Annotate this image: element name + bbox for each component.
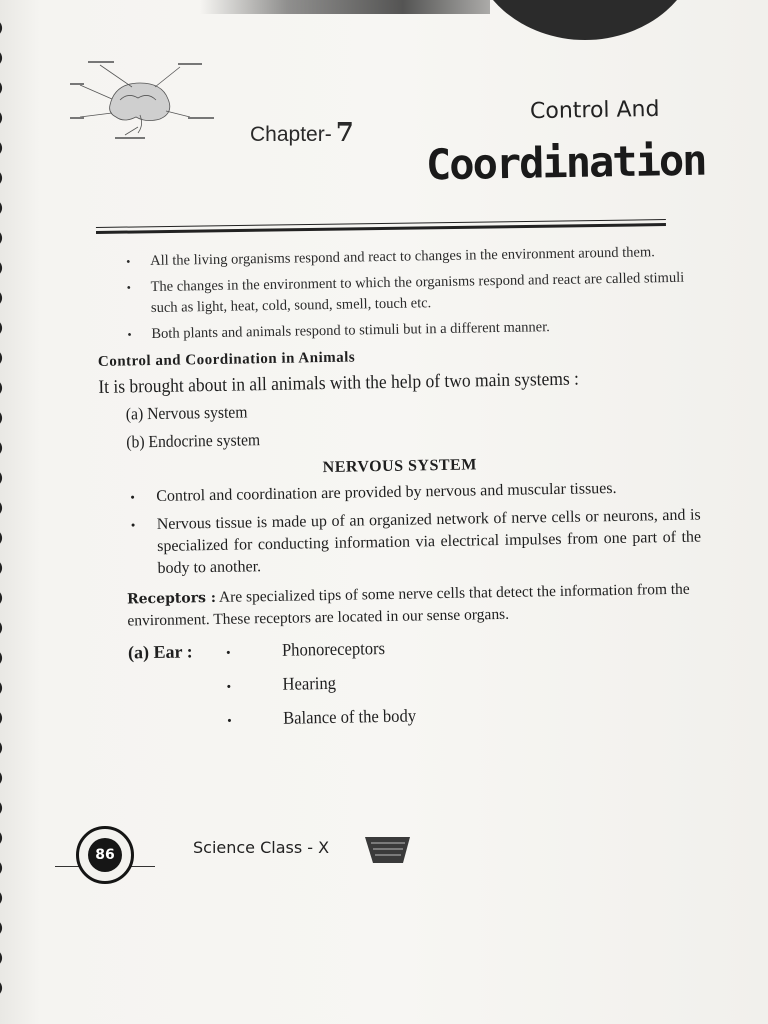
chapter-number: 7	[335, 118, 354, 148]
system-item-endocrine: (b) Endocrine system	[126, 430, 261, 452]
section-intro: It is brought about in all animals with the help of two main systems :	[98, 368, 580, 398]
intro-bullet-item: • All the living organisms respond and react to changes in the environment around them.	[96, 242, 696, 273]
chapter-title-line1: Control And	[529, 96, 660, 125]
bullet-dot: •	[227, 712, 232, 728]
receptors-term: Receptors :	[126, 589, 217, 608]
footer-decoration-icon	[365, 835, 410, 865]
top-photo-strip	[200, 0, 490, 14]
intro-bullet-item: • The changes in the environment to which the organisms respond and react are called stimuli such as light, heat, cold, sound, smell, touch etc.	[96, 268, 697, 320]
ear-receptor-list	[128, 632, 705, 744]
chapter-label-text: Chapter-	[250, 123, 332, 146]
nervous-bullet-item: • Control and coordination are provided by nervous and muscular tissues.	[100, 476, 700, 508]
spiral-binding-decoration	[0, 0, 12, 1024]
nervous-system-heading: NERVOUS SYSTEM	[322, 456, 477, 477]
brain-diagram-icon	[70, 55, 220, 145]
ear-label-spacer	[129, 725, 219, 727]
page-number: 86	[88, 838, 122, 872]
nervous-bullet-list	[100, 476, 702, 580]
ear-item: Phonoreceptors	[281, 638, 386, 660]
intro-bullet-item: • Both plants and animals respond to stimuli but in a different manner.	[97, 315, 697, 346]
ear-item: Hearing	[282, 672, 337, 694]
ear-label: (a) Ear :	[127, 641, 193, 663]
chapter-title-line2: Coordination	[425, 135, 706, 190]
bullet-dot: •	[226, 678, 232, 694]
bullet-dot: •	[225, 644, 231, 660]
chapter-label	[250, 118, 354, 148]
receptors-definition	[127, 578, 703, 632]
ear-item: Balance of the body	[282, 705, 417, 728]
page-content	[96, 242, 705, 745]
section-heading: Control and Coordination in Animals	[97, 349, 356, 370]
system-item-nervous: (a) Nervous system	[125, 402, 248, 424]
ear-label-spacer	[129, 691, 219, 693]
receptors-text: Are specialized tips of some nerve cells that detect the information from the environment. These receptors are located in our sense organs.	[127, 580, 690, 630]
page-number-badge	[76, 826, 134, 884]
intro-bullet-list	[96, 242, 698, 346]
footer-book-title: Science Class - X	[193, 838, 330, 857]
nervous-bullet-item: • Nervous tissue is made up of an organized network of nerve cells or neurons, and is specialized for conducting information via electrical impulses from one part of the body to another.	[101, 504, 702, 580]
